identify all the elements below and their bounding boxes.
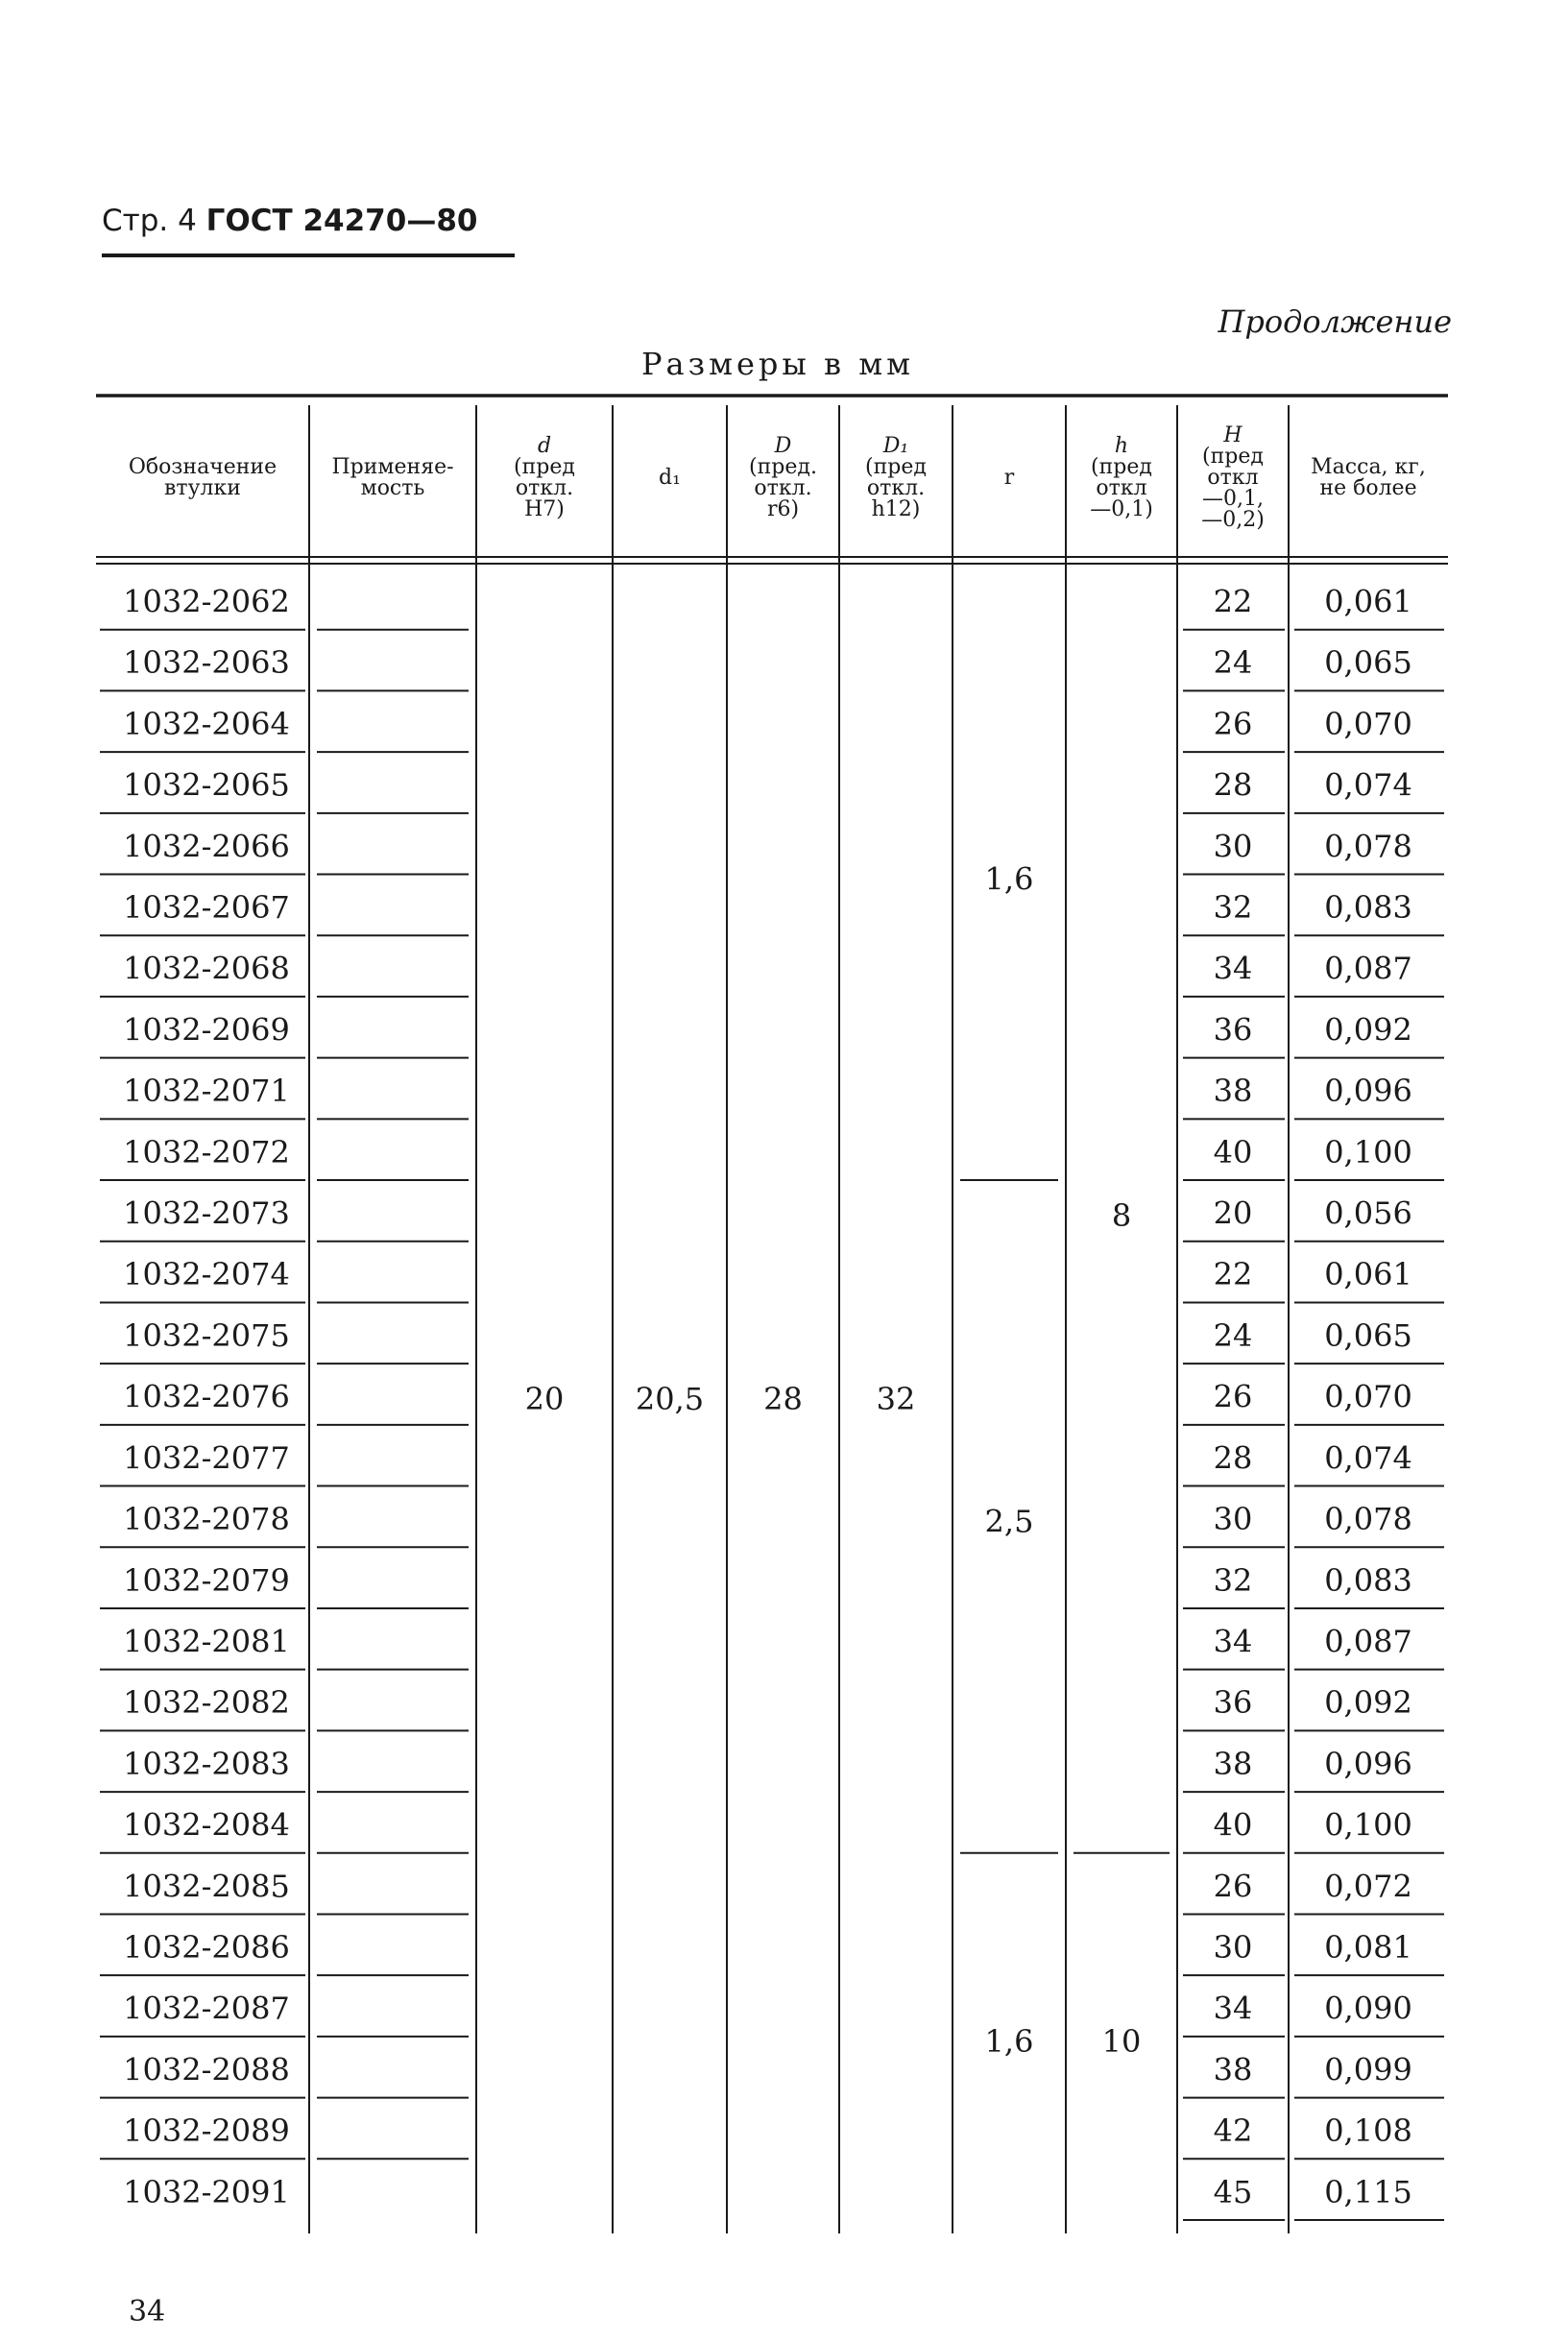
continuation-label: Продолжение [1218,303,1452,340]
height-value: 26 [1213,1868,1253,1905]
column-header-text: откл. [866,476,926,500]
bushing-designation: 1032-2087 [123,1990,290,2027]
mass-value: 0,087 [1324,1623,1412,1660]
mass-value: 0,096 [1324,1073,1412,1110]
mass-value: 0,061 [1324,583,1412,620]
column-header-text: Применяе- [331,455,454,479]
bushing-designation: 1032-2085 [123,1868,290,1905]
bushing-designation: 1032-2067 [123,889,290,927]
column-header-text: d₁ [659,466,681,490]
mass-value: 0,083 [1324,889,1412,927]
height-value: 24 [1213,644,1253,682]
column-header-text: Обозначение [128,455,277,479]
merged-d-value: 20 [524,1381,565,1417]
height-value: 24 [1213,1316,1253,1354]
height-value: 20 [1213,1195,1253,1232]
mass-value: 0,081 [1324,1928,1412,1966]
column-header-text: H [1223,423,1242,447]
h-group: 10 [1101,2022,1142,2060]
merged-D1-value: 32 [876,1381,916,1417]
mass-value: 0,056 [1324,1195,1412,1232]
column-header-text: не более [1319,476,1417,500]
column-header-text: —0,2) [1201,508,1265,532]
height-value: 22 [1213,583,1253,620]
height-value: 26 [1213,1378,1253,1415]
mass-value: 0,065 [1324,644,1412,682]
column-header-text: h12) [871,497,921,521]
bushing-designation: 1032-2084 [123,1806,290,1844]
column-header-text: d [537,434,552,458]
height-value: 30 [1213,828,1253,865]
bushing-designation: 1032-2068 [123,950,290,987]
height-value: 40 [1213,1806,1253,1844]
mass-value: 0,074 [1324,766,1412,804]
page-number: 34 [129,2295,166,2329]
bushing-designation: 1032-2062 [123,583,290,620]
column-header-text: —0,1, [1202,487,1264,511]
mass-value: 0,078 [1324,1501,1412,1538]
merged-d1-value: 20,5 [635,1381,705,1417]
height-value: 22 [1213,1256,1253,1293]
column-header-text: r [1003,466,1015,490]
height-value: 38 [1213,1073,1253,1110]
height-value: 30 [1213,1501,1253,1538]
bushing-designation: 1032-2072 [123,1133,290,1170]
column-header-text: откл [1096,476,1147,500]
column-header-text: —0,1) [1090,497,1153,521]
units-caption: Размеры в мм [641,346,914,382]
bushing-designation: 1032-2081 [123,1623,290,1660]
height-value: 36 [1213,1684,1253,1722]
mass-value: 0,108 [1324,2112,1412,2150]
h-group: 8 [1111,1196,1132,1234]
column-header-text: r6) [766,497,800,521]
mass-value: 0,090 [1324,1990,1412,2027]
mass-value: 0,100 [1324,1806,1412,1844]
column-header-text: h [1114,434,1129,458]
mass-value: 0,099 [1324,2051,1412,2088]
height-value: 42 [1213,2112,1253,2150]
column-header-text: откл. [515,476,574,500]
height-value: 38 [1213,1745,1253,1782]
column-header-text: мость [360,476,425,500]
mass-value: 0,072 [1324,1868,1412,1905]
column-header-text: (пред [514,455,575,479]
column-header-text: втулки [164,476,241,500]
column-header-text: D₁ [882,434,909,458]
merged-D-value: 28 [763,1381,803,1417]
bushing-designation: 1032-2069 [123,1011,290,1049]
column-header-text: откл [1207,466,1259,490]
bushing-designation: 1032-2091 [123,2173,290,2210]
bushing-designation: 1032-2065 [123,766,290,804]
page-header-prefix: Стр. 4 [102,204,197,238]
bushing-designation: 1032-2075 [123,1316,290,1354]
radius-group: 1,6 [984,860,1034,898]
column-header-text: (пред [1091,455,1152,479]
bushing-designation: 1032-2088 [123,2051,290,2088]
height-value: 32 [1213,1561,1253,1599]
height-value: 45 [1213,2173,1253,2210]
height-value: 28 [1213,766,1253,804]
bushing-designation: 1032-2089 [123,2112,290,2150]
mass-value: 0,074 [1324,1439,1412,1477]
mass-value: 0,096 [1324,1745,1412,1782]
mass-value: 0,070 [1324,1378,1412,1415]
bushing-designation: 1032-2079 [123,1561,290,1599]
bushing-designation: 1032-2064 [123,705,290,742]
bushing-designation: 1032-2066 [123,828,290,865]
bushing-designation: 1032-2083 [123,1745,290,1782]
mass-value: 0,092 [1324,1011,1412,1049]
bushing-designation: 1032-2086 [123,1928,290,1966]
height-value: 34 [1213,950,1253,987]
mass-value: 0,078 [1324,828,1412,865]
bushing-designation: 1032-2073 [123,1195,290,1232]
bushing-designation: 1032-2077 [123,1439,290,1477]
bushing-designation: 1032-2071 [123,1073,290,1110]
column-header-text: (пред. [749,455,817,479]
height-value: 30 [1213,1928,1253,1966]
mass-value: 0,083 [1324,1561,1412,1599]
bushing-designation: 1032-2082 [123,1684,290,1722]
height-value: 40 [1213,1133,1253,1170]
mass-value: 0,065 [1324,1316,1412,1354]
bushing-designation: 1032-2076 [123,1378,290,1415]
height-value: 28 [1213,1439,1253,1477]
mass-value: 0,061 [1324,1256,1412,1293]
height-value: 34 [1213,1623,1253,1660]
mass-value: 0,100 [1324,1133,1412,1170]
height-value: 26 [1213,705,1253,742]
column-header-text: D [774,434,792,458]
height-value: 34 [1213,1990,1253,2027]
bushing-designation: 1032-2063 [123,644,290,682]
column-header-text: H7) [524,497,565,521]
standard-number: ГОСТ 24270—80 [205,204,478,238]
mass-value: 0,115 [1324,2173,1412,2210]
column-header-text: (пред [865,455,927,479]
column-header-text: (пред [1202,445,1264,469]
column-header-text: откл. [754,476,812,500]
height-value: 32 [1213,889,1253,927]
height-value: 38 [1213,2051,1253,2088]
bushing-designation: 1032-2074 [123,1256,290,1293]
mass-value: 0,070 [1324,705,1412,742]
radius-group: 2,5 [984,1503,1034,1540]
height-value: 36 [1213,1011,1253,1049]
radius-group: 1,6 [984,2022,1034,2060]
column-header-text: Масса, кг, [1311,455,1426,479]
mass-value: 0,087 [1324,950,1412,987]
mass-value: 0,092 [1324,1684,1412,1722]
bushing-designation: 1032-2078 [123,1501,290,1538]
